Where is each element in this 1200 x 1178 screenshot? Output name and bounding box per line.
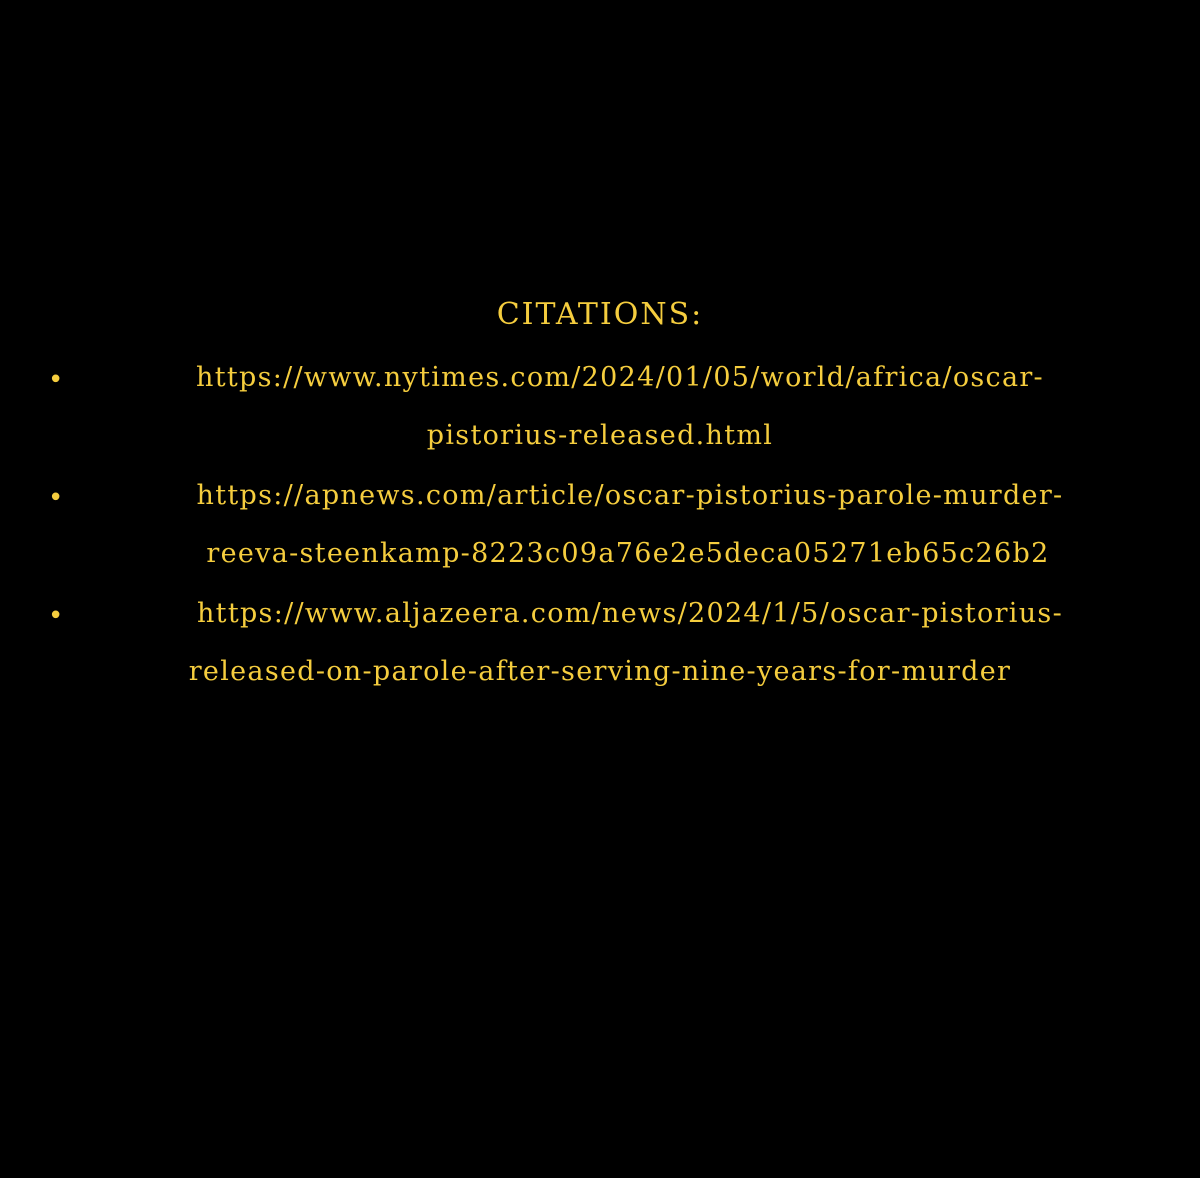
citation-url-line-1[interactable]: https://apnews.com/article/oscar-pistorius-parole-murder- [196, 480, 1064, 511]
citation-url-line-1[interactable]: https://www.aljazeera.com/news/2024/1/5/oscar-pistorius- [196, 598, 1064, 629]
bullet-icon: • [48, 483, 64, 513]
bullet-icon: • [48, 601, 64, 631]
bullet-icon: • [48, 365, 64, 395]
citation-item [0, 468, 1200, 586]
citation-item [0, 350, 1200, 468]
citation-url-line-1[interactable]: https://www.nytimes.com/2024/01/05/world/africa/oscar- [196, 362, 1044, 393]
citation-url-line-2[interactable]: released-on-parole-after-serving-nine-years-for-murder [188, 656, 1012, 687]
citation-item [0, 586, 1200, 704]
citation-url-line-2[interactable]: reeva-steenkamp-8223c09a76e2e5deca05271eb65c26b2 [206, 538, 1050, 569]
citations-heading: CITATIONS: [496, 297, 704, 332]
citation-list [0, 350, 1200, 704]
citation-url-line-2[interactable]: pistorius-released.html [426, 420, 774, 451]
